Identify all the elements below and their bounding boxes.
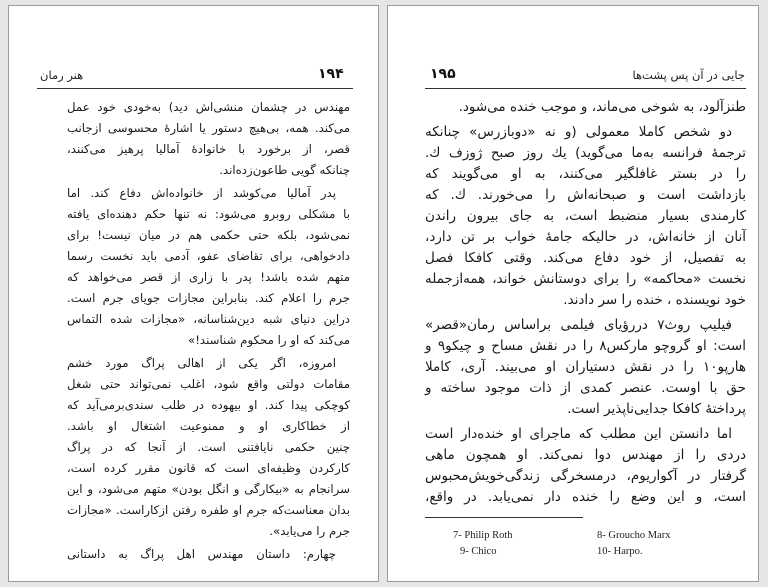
footnote: 9- Chico (460, 546, 497, 557)
paragraph (67, 183, 350, 351)
text-line: فیلیپ روث۷ دررؤیای فیلمی براساس رمان«قصر» (425, 317, 732, 333)
text-line: بازداشت است و صبحانه‌اش را می‌خورند. ك. كه (425, 187, 746, 203)
header-rule (37, 88, 353, 89)
text-line: خود نویسنده ، خنده را سر دادند. (563, 292, 746, 308)
paragraph (425, 315, 746, 420)
text-line: پدر آمالیا می‌کوشد از خانواده‌اش دفاع کند. اما (67, 186, 336, 200)
text-line: دردی را از مهندس دوا نمی‌کند. او همچون ماهی (425, 447, 746, 463)
text-line: جرم را اعلام کند. بنابراین مجازات جویای جرم است. (67, 291, 350, 305)
paragraph (425, 97, 746, 118)
text-line: امروزه، اگر یکی از اهالی پراگ مورد خشم (67, 356, 336, 370)
running-head-title: جایی در آن پس پشت‌ها (632, 68, 745, 82)
paragraph (67, 97, 350, 181)
text-line: است: او گروچو مارکس۸ را در نقش مساح و چیکو۹ و (425, 338, 746, 354)
text-line: چهارم: داستان مهندس اهل پراگ به داستانی (67, 547, 336, 561)
text-line: بدان معناست‌که جرم او طفره رفتن ازکاراست. «مجازات (67, 503, 350, 517)
text-line: چنانکه گویی طاعون‌زده‌اند. (219, 163, 350, 177)
text-line: اما دانستن این مطلب که ماجرای او خنده‌دار است (425, 426, 732, 442)
right-page (387, 5, 759, 582)
header-rule (425, 88, 746, 89)
footnote: 10- Harpo. (597, 546, 643, 557)
text-line: سرانجام به «بیکارگی و انگل بودن» متهم می‌شود، و این (67, 482, 350, 496)
paragraph (425, 122, 746, 311)
text-line: حق با اوست. عنصر کمدی از ذات موجود ساخته و (425, 380, 746, 396)
paragraph (425, 424, 746, 508)
paragraph (67, 353, 350, 542)
text-line: کارمندی بسیار منضبط است، به جای بیرون راندن (425, 208, 746, 224)
text-line: نخست «محاکمه» را برای دوستانش خواند، همه‌ازجمله (425, 271, 746, 287)
footnote-rule (425, 517, 583, 518)
text-line: را در بستر غافلگیر می‌کنند، به او می‌گویند که (425, 166, 746, 182)
text-line: دادخواهی، برای تقاضای عفو، آدمی باید نخست رسما (67, 249, 350, 263)
footnote: 7- Philip Roth (453, 530, 513, 541)
text-line: با مشکلی روبرو می‌شود: نه تنها حکم دهنده‌ای یافته (67, 207, 350, 221)
text-line: کارکردن وظیفه‌ای است که قانون مقرر کرده است، (67, 461, 350, 475)
text-line: می‌کند. همه، بی‌هیچ دستور یا اشارهٔ محسوسی ازجانب (67, 121, 350, 135)
text-line: مهندس در چشمان منشی‌اش دید) به‌خودی خود عمل (67, 100, 350, 114)
text-line: طنزآلود، به شوخی می‌ماند، و موجب خنده می‌شود. (458, 99, 746, 115)
text-line: دو شخص کاملا معمولی (و نه «دوبازرس» چنانکه (425, 124, 732, 140)
text-line: هارپو۱۰ را در نقش دستیاران او می‌بیند. آری، کاملا (425, 359, 746, 375)
text-line: متهم شده باشد! پدر با زاری از قصر می‌خواهد که (67, 270, 350, 284)
left-page (8, 5, 379, 582)
text-line: کوچکی پیدا کند. او بیهوده در طلب سندی‌برمی‌آید که (67, 398, 350, 412)
text-line: است، و این وضع را خنده دار نمی‌یابد. در واقع، (425, 489, 746, 505)
text-line: مقامات دولتی واقع شود، اغلب نمی‌تواند حتی شغل (67, 377, 350, 391)
text-line: ترجمهٔ فرانسه به‌ما می‌گوید) یك روز صبح ژوزف ك. (425, 145, 746, 161)
body-text (425, 97, 746, 508)
paragraph (67, 544, 350, 565)
text-line: گرفتار در آکواریوم، درمسخرگی زندگی‌خویش‌محبوس (425, 468, 746, 484)
running-head-title: هنر رمان (40, 68, 84, 82)
page-number: ۱۹۵ (430, 66, 456, 82)
text-line: جرم را می‌یابد». (269, 524, 350, 538)
text-line: دراین دنیای شبه دین‌شناسانه، «مجازات شده التماس (67, 312, 350, 326)
body-text (67, 97, 350, 565)
text-line: نمی‌شود، بلکه حتی حکمی هم در میان نیست! برای (67, 228, 350, 242)
page-number: ۱۹۴ (318, 66, 344, 82)
text-line: می‌کند که او را محکوم شناسند!» (188, 333, 350, 347)
text-line: پرداختهٔ کافکا جدایی‌ناپذیر است. (567, 401, 746, 417)
text-line: به تفصیل، از خود دفاع می‌کند. وقتی کافکا فصل (425, 250, 746, 266)
text-line: چنین حکمی نایافتنی است. از آنجا که در پراگ (67, 440, 350, 454)
text-line: آنان از خانه‌اش، در حالیکه جامهٔ خواب بر تن دارد، (425, 229, 746, 245)
footnote: 8- Groucho Marx (597, 530, 671, 541)
text-line: از خطاکاری او و ممنوعیت اشتغال او باشد. (67, 419, 350, 433)
text-line: قصر، از برخورد با خانوادهٔ آمالیا پرهیز می‌کنند، (67, 142, 350, 156)
